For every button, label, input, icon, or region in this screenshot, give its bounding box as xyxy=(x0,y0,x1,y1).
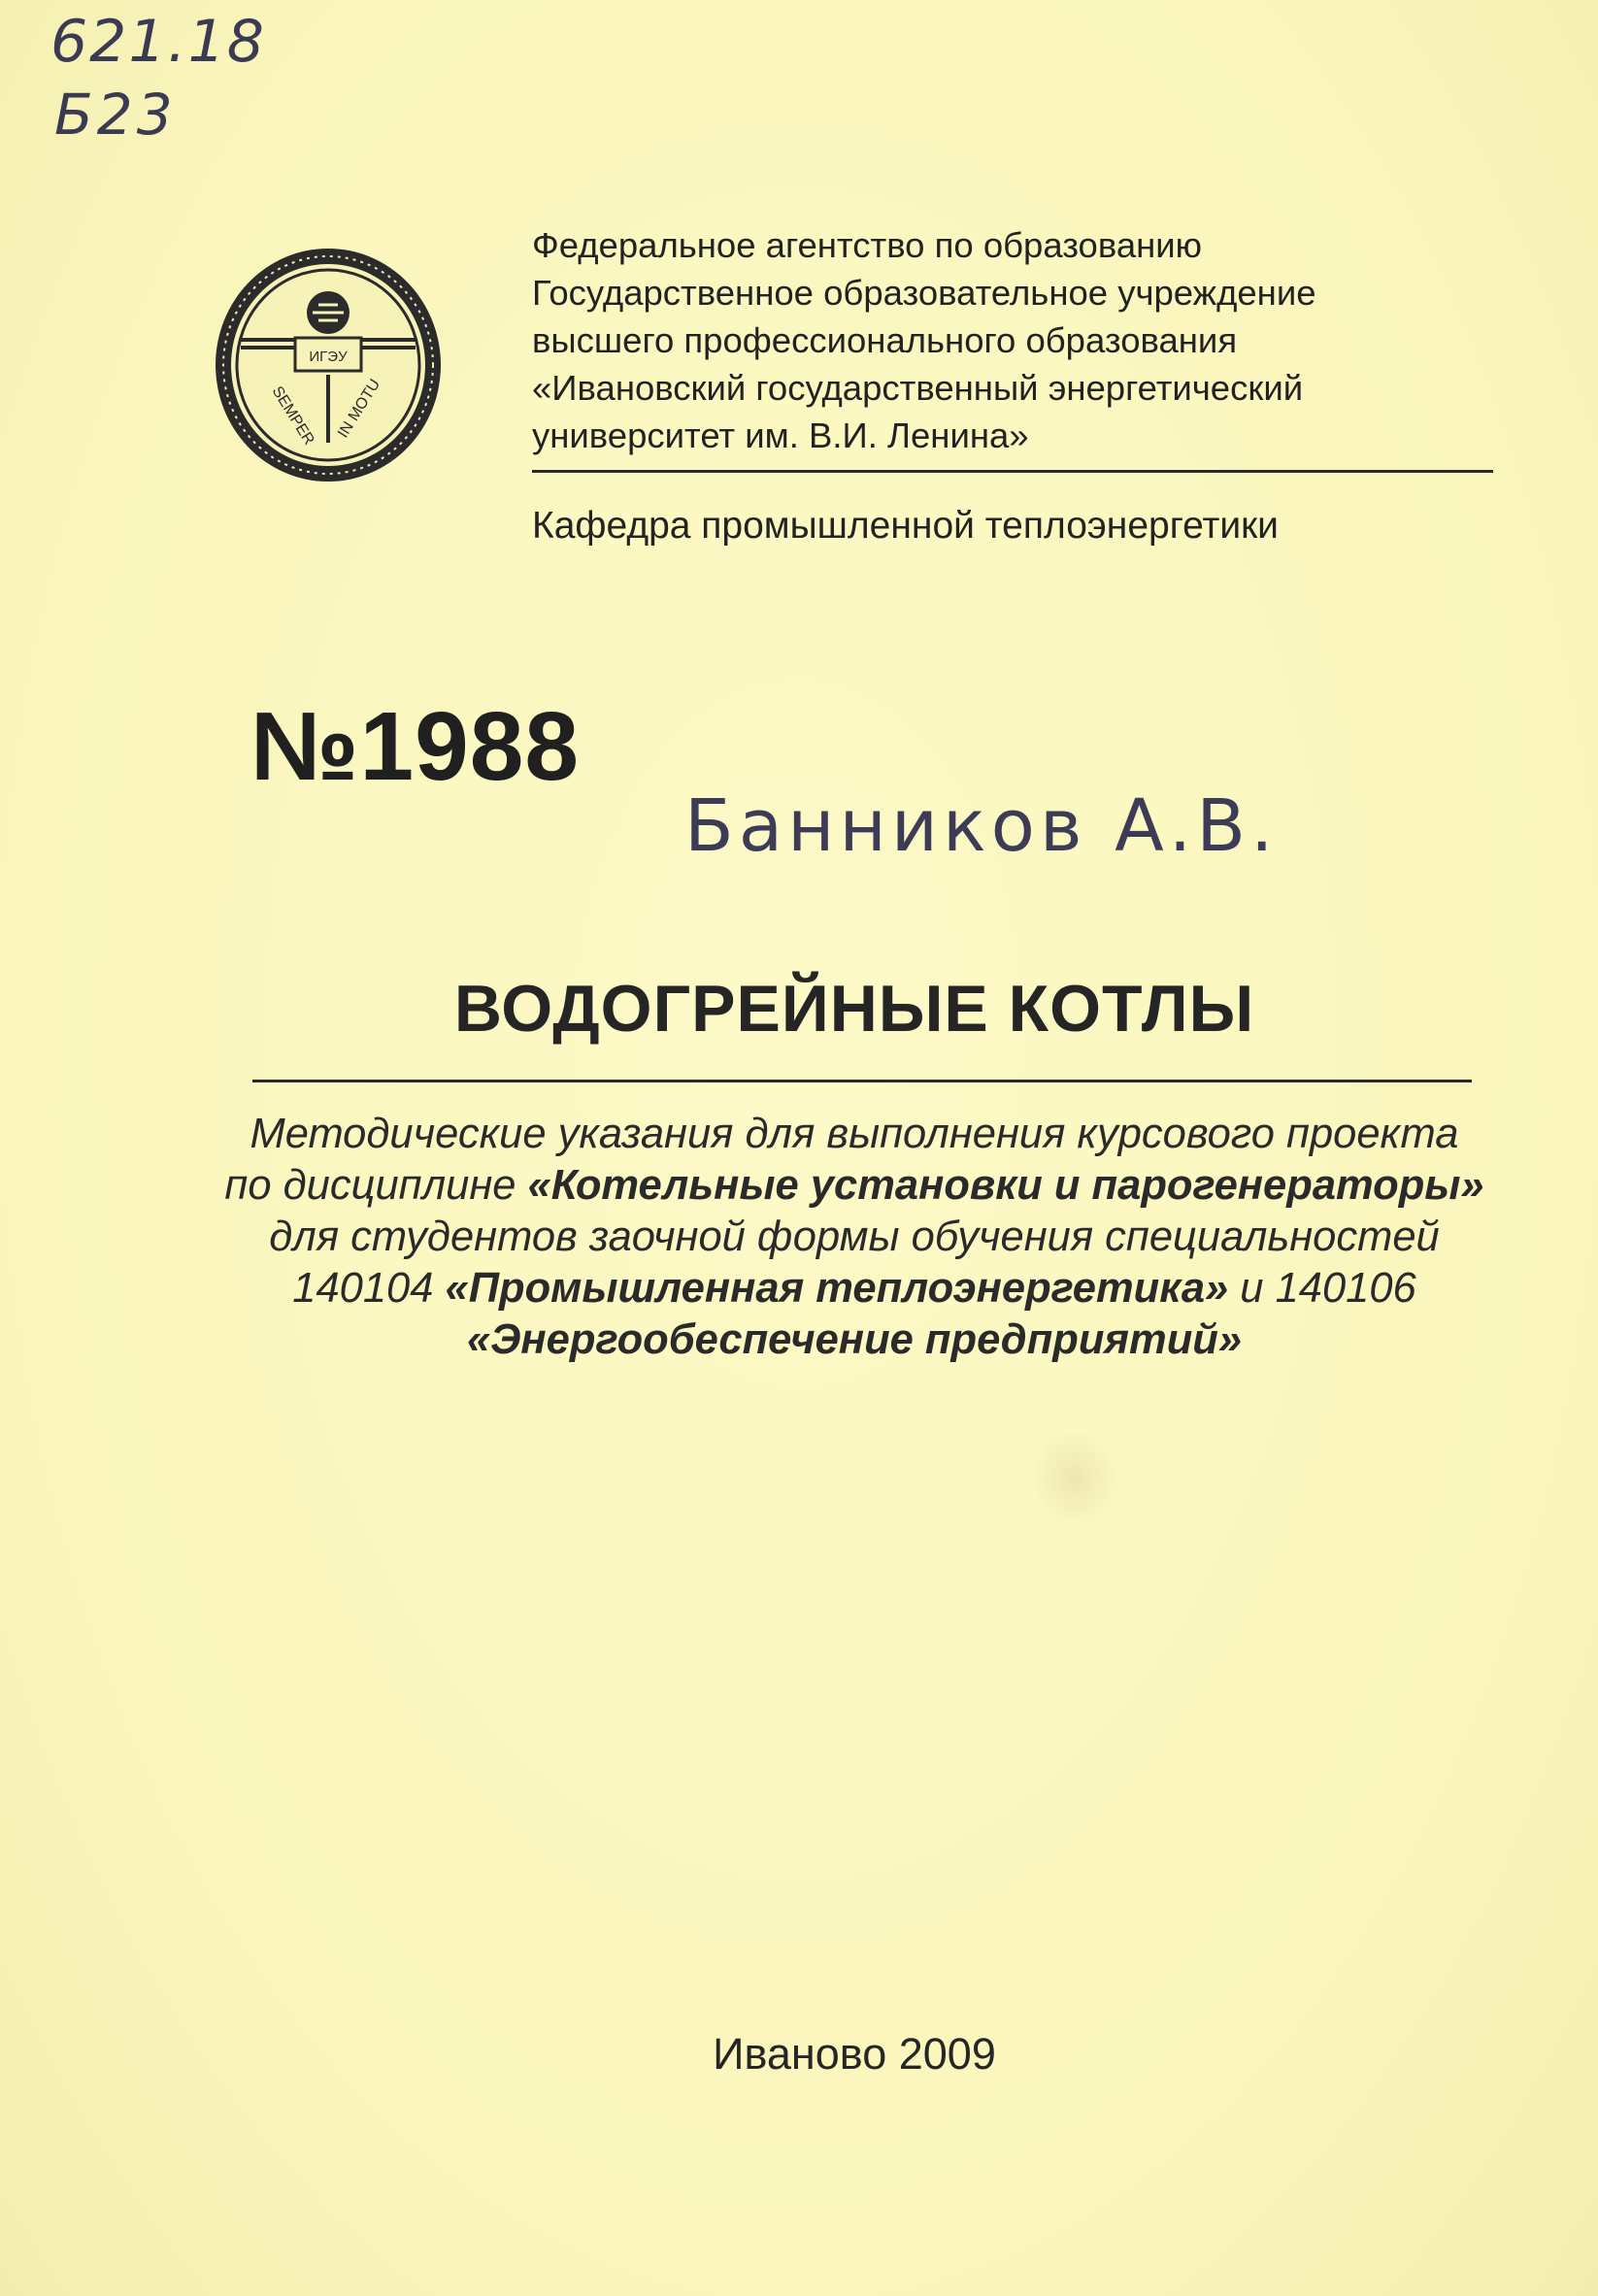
specialty-name: «Энергообеспечение предприятий» xyxy=(466,1316,1243,1363)
specialty-name: «Промышленная теплоэнергетика» xyxy=(445,1265,1229,1312)
document-description xyxy=(223,1109,1485,1366)
organization-block xyxy=(532,221,1316,459)
emblem-motto-right: IN MOTU xyxy=(334,376,384,442)
university-emblem xyxy=(212,245,445,485)
org-line: высшего профессионального образования xyxy=(532,320,1238,360)
emblem-motto-left: SEMPER xyxy=(268,383,317,449)
discipline-name: «Котельные установки и парогенераторы» xyxy=(527,1162,1484,1209)
document-number: №1988 xyxy=(250,692,580,801)
department-name: Кафедра промышленной теплоэнергетики xyxy=(532,505,1279,547)
udk-handwritten: 621.18 xyxy=(50,8,266,76)
library-code-handwritten: Б23 xyxy=(54,82,177,148)
org-line: Федеральное агентство по образованию xyxy=(532,225,1203,265)
description-text: для студентов заочной формы обучения специальностей 140104 xyxy=(269,1214,1440,1312)
emblem-center-text: ИГЭУ xyxy=(309,349,348,365)
author-handwritten: Банников А.В. xyxy=(684,784,1279,868)
description-text: Методические указания для выполнения курсового проекта по дисциплине xyxy=(224,1111,1459,1209)
org-line: университет им. В.И. Ленина» xyxy=(532,416,1029,455)
description-text: и 140106 xyxy=(1228,1265,1416,1312)
paper-stain xyxy=(1031,1429,1118,1526)
header-divider xyxy=(532,470,1493,473)
org-line: «Ивановский государственный энергетический xyxy=(532,368,1304,408)
document-title: ВОДОГРЕЙНЫЕ КОТЛЫ xyxy=(453,972,1255,1046)
org-line: Государственное образовательное учреждение xyxy=(532,273,1316,313)
title-divider xyxy=(252,1080,1472,1082)
city-year: Иваново 2009 xyxy=(713,2029,996,2079)
